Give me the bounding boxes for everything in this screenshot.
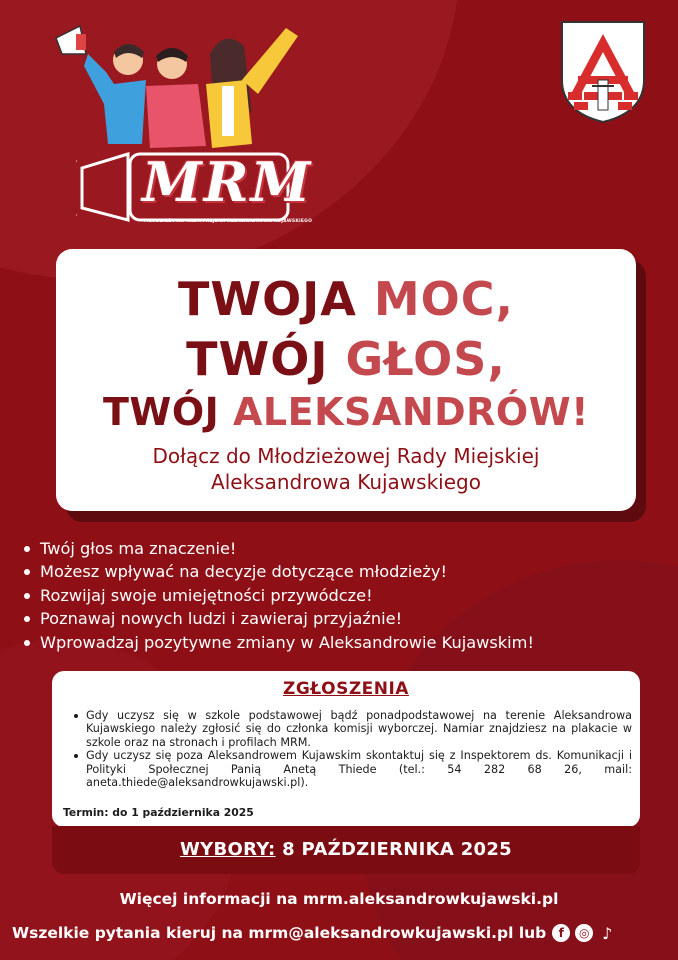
benefits-list (22, 537, 662, 654)
more-info-text: Więcej informacji na mrm.aleksandrowkujawski.pl (119, 890, 559, 908)
headline-card (56, 249, 636, 511)
youth-group-illustration (46, 14, 306, 164)
headline-subtitle (56, 443, 636, 495)
election-date-banner (52, 826, 640, 874)
mrm-logo-subtitle: MŁODZIEŻOWA RADA MIEJSKA ALEKSANDROWA KUJAWSKIEGO (144, 219, 313, 224)
registration-title: ZGŁOSZENIA (283, 679, 409, 699)
subtitle-line-1: Dołącz do Młodzieżowej Rady Miejskiej (152, 444, 540, 468)
list-item: Poznawaj nowych ludzi i zawieraj przyjaźnie! (22, 607, 662, 630)
election-label: WYBORY: (180, 839, 276, 860)
list-item: Rozwijaj swoje umiejętności przywódcze! (22, 584, 662, 607)
megaphone-icon (76, 154, 128, 222)
social-icons (552, 924, 616, 942)
mrm-logo-letters: MRM (142, 150, 313, 214)
headline-line-3: TWÓJ ALEKSANDRÓW! (103, 390, 589, 434)
list-item: Gdy uczysz się poza Aleksandrowem Kujawskim skontaktuj się z Inspektorem ds. Komunikacji i Polityki Społecznej Panią Anetą Thiede (tel.: 54 282 68 26, mail: aneta.thiede@aleksandrowkujawski.pl). (74, 749, 632, 789)
questions-line (12, 924, 672, 942)
headline-line-1: TWOJA MOC, (177, 272, 515, 326)
megaphone-icon (56, 26, 86, 54)
registration-list (74, 709, 632, 789)
mrm-logo (36, 14, 313, 224)
coat-of-arms-icon (560, 20, 646, 124)
questions-text: Wszelkie pytania kieruj na mrm@aleksandrowkujawski.pl lub (12, 924, 547, 942)
headline-line-2: TWÓJ GŁOS, (186, 332, 506, 386)
registration-deadline: Termin: do 1 października 2025 (63, 806, 254, 819)
facebook-icon[interactable]: f (552, 924, 570, 942)
instagram-icon[interactable]: ◎ (575, 924, 593, 942)
registration-box (52, 671, 640, 827)
list-item: Możesz wpływać na decyzje dotyczące młodzieży! (22, 560, 662, 583)
subtitle-line-2: Aleksandrowa Kujawskiego (211, 470, 481, 494)
tiktok-icon[interactable]: ♪ (602, 923, 613, 943)
election-date: 8 PAŹDZIERNIKA 2025 (275, 839, 512, 860)
list-item: Wprowadzaj pozytywne zmiany w Aleksandrowie Kujawskim! (22, 631, 662, 654)
list-item: Twój głos ma znaczenie! (22, 537, 662, 560)
list-item: Gdy uczysz się w szkole podstawowej bądź ponadpodstawowej na terenie Aleksandrowa Kujawskiego należy zgłosić się do członka komisji wyborczej. Namiar znajdziesz na plakacie w szkole oraz na stronach i profilach MRM. (74, 709, 632, 749)
